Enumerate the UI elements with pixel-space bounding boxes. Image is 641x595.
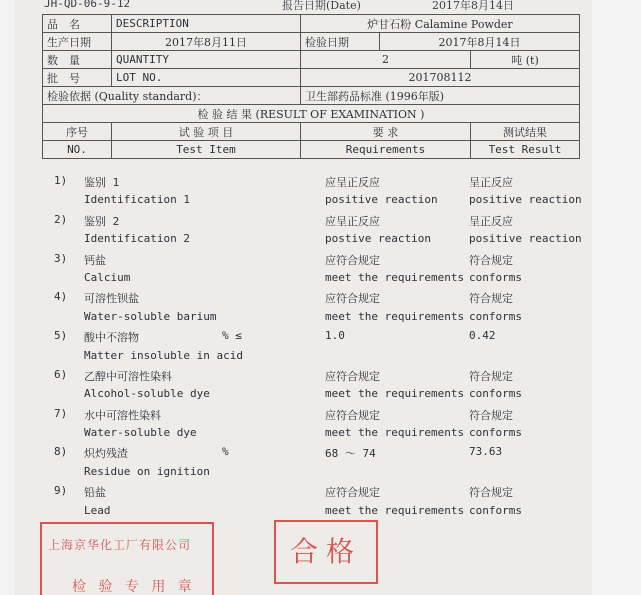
col-res-en: Test Result — [471, 141, 580, 159]
row-requirement: 应符合规定 — [325, 253, 380, 267]
inspect-date-label: 检验日期 — [301, 33, 380, 51]
row-test-item: 水中可溶性染料 — [84, 408, 161, 422]
report-date: 2017年8月14日 — [432, 0, 514, 12]
row-requirement: 1.0 — [325, 329, 345, 343]
row-result: conforms — [469, 503, 522, 517]
row-number: 3) — [54, 251, 68, 265]
results-list — [42, 171, 587, 520]
qty-unit: 吨 (t) — [471, 51, 580, 69]
row-result: 符合规定 — [469, 486, 513, 500]
table-row — [42, 404, 587, 423]
row-requirement: 应呈正反应 — [325, 214, 380, 228]
row-test-item: 可溶性钡盐 — [84, 292, 139, 306]
row-test-item: 鉴别 1 — [84, 176, 120, 189]
seal-purpose: 检 验 专 用 章 — [72, 579, 196, 595]
row-result: positive reaction — [469, 193, 582, 207]
table-row — [42, 346, 587, 365]
row-result: 73.63 — [469, 445, 503, 459]
table-row — [42, 384, 587, 403]
inspect-date: 2017年8月14日 — [380, 33, 580, 51]
row-number: 6) — [54, 367, 68, 381]
row-requirement: positive reaction — [325, 193, 438, 207]
row-number: 2) — [54, 212, 68, 226]
row-unit: % — [222, 445, 229, 459]
col-res-cn: 测试结果 — [471, 123, 580, 141]
product-label: 品 名 — [43, 15, 112, 33]
table-row — [42, 326, 587, 345]
row-requirement: 应符合规定 — [325, 408, 380, 422]
row-number: 1) — [54, 174, 68, 187]
row-test-item: Alcohol-soluble dye — [84, 387, 210, 401]
lot-value: 201708112 — [301, 69, 580, 87]
table-row — [42, 268, 587, 287]
row-requirement: 应呈正反应 — [325, 176, 380, 189]
row-test-item: 铅盐 — [84, 486, 106, 500]
row-result: 符合规定 — [469, 292, 513, 306]
row-result: 符合规定 — [469, 369, 513, 383]
col-no-cn: 序号 — [43, 123, 112, 141]
standard-label: 检验依据 (Quality standard)： — [43, 87, 301, 105]
report-date-label: 报告日期(Date) — [282, 0, 361, 12]
prod-date-label: 生产日期 — [43, 33, 112, 51]
row-number: 7) — [54, 406, 68, 420]
prod-date: 2017年8月11日 — [112, 33, 301, 51]
standard-value: 卫生部药品标准 (1996年版) — [301, 87, 580, 105]
row-requirement: meet the requirements — [325, 387, 465, 401]
header-table — [42, 14, 580, 159]
table-row — [42, 423, 587, 442]
qty-label-en: QUANTITY — [112, 51, 301, 69]
table-row — [42, 481, 587, 500]
row-test-item: Water-soluble barium — [84, 309, 217, 323]
table-row — [42, 462, 587, 481]
row-requirement: meet the requirements — [325, 270, 465, 284]
row-test-item: 钙盐 — [84, 253, 106, 267]
row-number: 4) — [54, 290, 68, 304]
seal-company-name: 上海京华化工厂有限公司 — [48, 538, 192, 552]
row-test-item: 炽灼残渣 — [84, 447, 128, 461]
product-label-en: DESCRIPTION — [112, 15, 301, 33]
row-test-item: Matter insoluble in acid — [84, 348, 243, 362]
inspection-seal — [40, 522, 214, 595]
row-result: conforms — [469, 270, 522, 284]
lot-label: 批 号 — [43, 69, 112, 87]
result-title: 检 验 结 果 (RESULT OF EXAMINATION ) — [43, 105, 580, 123]
table-row — [42, 249, 587, 268]
table-row — [42, 442, 587, 461]
row-test-item: Lead — [84, 503, 111, 517]
row-requirement: meet the requirements — [325, 503, 465, 517]
col-item-cn: 试 验 项 目 — [112, 123, 301, 141]
row-result: 符合规定 — [469, 253, 513, 267]
row-requirement: 应符合规定 — [325, 486, 380, 500]
row-result: conforms — [469, 387, 522, 401]
table-row — [42, 229, 587, 248]
qty-label: 数 量 — [43, 51, 112, 69]
row-requirement: meet the requirements — [325, 309, 465, 323]
row-test-item: Residue on ignition — [84, 464, 210, 478]
row-requirement: 应符合规定 — [325, 369, 380, 383]
col-no-en: NO. — [43, 141, 112, 159]
col-req-en: Requirements — [301, 141, 471, 159]
lot-label-en: LOT NO. — [112, 69, 301, 87]
product-value: 炉甘石粉 Calamine Powder — [301, 15, 580, 33]
inspection-report-sheet — [14, 0, 592, 595]
table-row — [42, 210, 587, 229]
row-result: 呈正反应 — [469, 176, 513, 189]
table-row — [42, 365, 587, 384]
row-test-item: Identification 1 — [84, 193, 190, 207]
row-test-item: Water-soluble dye — [84, 426, 197, 440]
row-requirement: 应符合规定 — [325, 292, 380, 306]
row-result: conforms — [469, 426, 522, 440]
row-requirement: postive reaction — [325, 232, 431, 246]
row-test-item: 鉴别 2 — [84, 214, 120, 228]
row-result: 呈正反应 — [469, 214, 513, 228]
row-result: positive reaction — [469, 232, 582, 246]
doc-code: JH-QD-06-9-12 — [44, 0, 131, 10]
col-req-cn: 要 求 — [301, 123, 471, 141]
row-test-item: 乙醇中可溶性染料 — [84, 369, 172, 383]
table-row — [42, 501, 587, 520]
row-number: 8) — [54, 445, 68, 459]
row-result: conforms — [469, 309, 522, 323]
table-row — [42, 171, 587, 190]
row-test-item: 酸中不溶物 — [84, 331, 139, 345]
table-row — [42, 287, 587, 306]
row-result: 符合规定 — [469, 408, 513, 422]
row-number: 9) — [54, 484, 68, 498]
table-row — [42, 307, 587, 326]
row-number: 5) — [54, 329, 68, 343]
row-unit: % ≤ — [222, 329, 242, 343]
qty-value: 2 — [301, 51, 471, 69]
row-test-item: Identification 2 — [84, 232, 190, 246]
row-test-item: Calcium — [84, 270, 131, 284]
row-result: 0.42 — [469, 329, 496, 343]
row-requirement: meet the requirements — [325, 426, 465, 440]
col-item-en: Test Item — [112, 141, 301, 159]
pass-stamp: 合格 — [274, 520, 378, 584]
table-row — [42, 190, 587, 209]
row-requirement: 68 ～ 74 — [325, 447, 376, 461]
